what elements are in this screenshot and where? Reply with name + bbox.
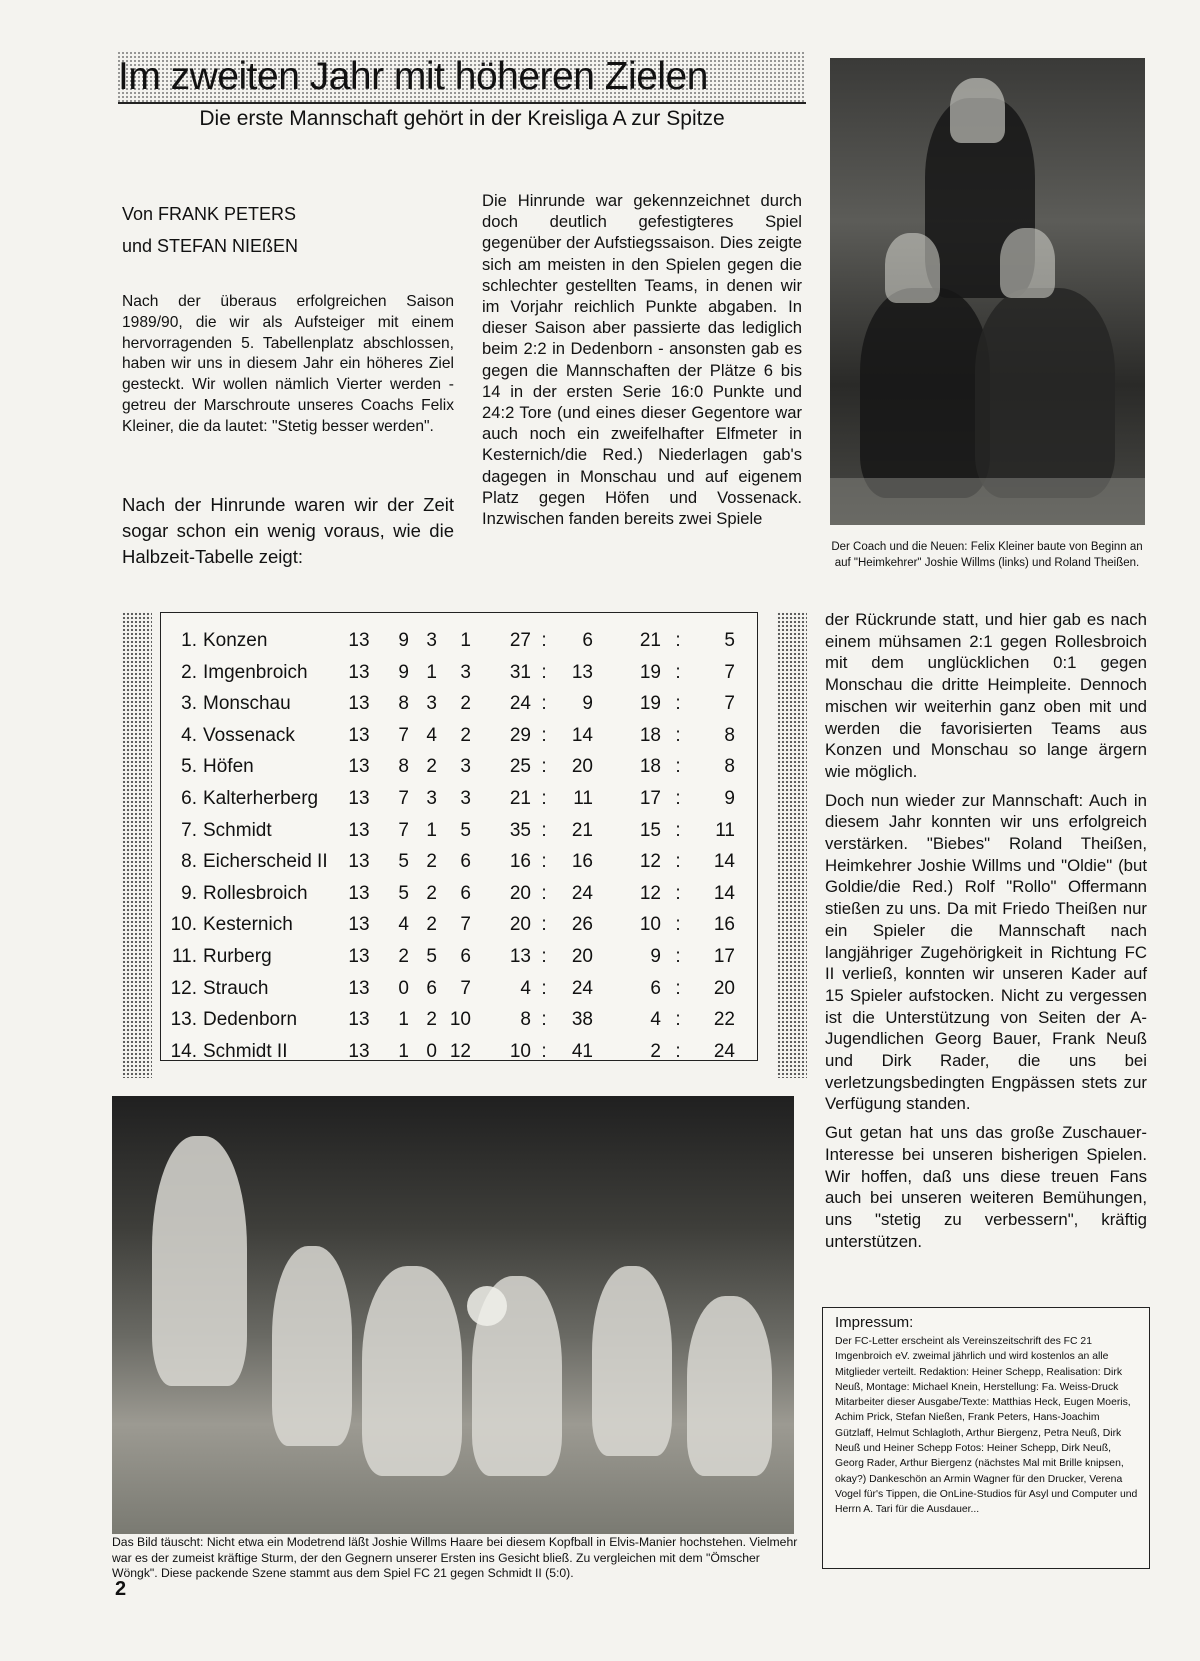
table-cell-games: 13 [348,914,370,936]
table-cell-team: Rurberg [203,946,272,967]
table-cell-rank: 10. [170,914,197,936]
table-cell-l: 5 [460,819,471,841]
table-cell-team: Dedenborn [203,1009,298,1031]
table-cell-pm: 16 [713,914,735,936]
article-paragraph-2: Nach der Hinrunde waren wir der Zeit sogar schon ein wenig voraus, wie die Halbzeit-Tabelle zeigt: [122,494,454,567]
table-cell-l: 2 [460,693,471,715]
page-number: 2 [115,1578,127,1600]
table-cell-games: 13 [348,1009,370,1031]
score-separator: : [675,788,681,809]
table-cell-w: 5 [398,882,409,904]
score-separator: : [541,977,547,999]
photo-top-caption: Der Coach und die Neuen: Felix Kleiner baute von Beginn an auf "Heimkehrer" Joshie Willms (links) und Roland Theißen. [831,541,1143,569]
table-cell-w: 4 [398,914,409,936]
score-separator: : [541,1040,547,1062]
score-separator: : [675,851,681,873]
table-cell-ga: 13 [571,661,593,683]
table-cell-d: 1 [426,661,437,683]
table-cell-pp: 17 [639,788,661,809]
table-cell-ga: 26 [571,914,593,936]
score-separator: : [541,724,547,746]
table-cell-w: 8 [398,693,409,715]
table-cell-gf: 16 [509,851,531,873]
score-separator: : [675,946,681,967]
table-cell-games: 13 [348,819,370,841]
table-cell-d: 1 [426,819,437,841]
table-cell-pm: 17 [713,946,735,967]
table-cell-gf: 31 [509,661,531,683]
table-cell-ga: 9 [582,693,593,715]
table-cell-team: Vossenack [203,724,295,746]
table-cell-pm: 20 [713,977,735,999]
table-cell-l: 6 [460,882,471,904]
table-cell-games: 13 [348,1040,370,1062]
table-cell-rank: 4. [181,724,197,746]
table-cell-d: 2 [426,756,437,778]
table-dots-left [122,612,152,1078]
table-cell-rank: 13. [170,1009,197,1031]
table-cell-pp: 18 [639,724,661,746]
halftime-table [122,612,811,1078]
table-cell-pp: 19 [639,661,661,683]
table-cell-gf: 27 [509,630,531,651]
table-cell-d: 2 [426,851,437,873]
table-cell-games: 13 [348,630,370,651]
score-separator: : [541,788,547,809]
table-cell-team: Strauch [203,977,269,999]
impressum-body: Der FC-Letter erscheint als Vereinszeitschrift des FC 21 Imgenbroich eV. zweimal jährlich und wird kostenlos an alle Mitglieder verteilt. Redaktion: Heiner Schepp, Realisation: Dirk Neuß, Montage: Michael Knein, Herstellung: Fa. Weiss-Druck Mitarbeiter dieser Ausgabe/Texte: Matthias Heck, Eugen Moeris, Achim Prick, Stefan Nießen, Frank Peters, Hans-Joachim Gützlaff, Helmut Schlagloth, Arthur Biergenz, Petra Neuß, Dirk Neuß und Heiner Schepp Fotos: Heiner Schepp, Dirk Neuß, Georg Rader, Arthur Biergenz (nächstes Mal mit Brille knipsen, okay?) Dankeschön an Armin Wagner für den Drucker, Verena Vogel für's Tippen, die OnLine-Studios für Asyl und Computer und Herrn A. Tari für die Ausdauer... [835,1336,1138,1516]
table-cell-gf: 25 [509,756,531,778]
score-separator: : [541,661,547,683]
table-cell-pp: 12 [639,882,661,904]
table-cell-games: 13 [348,851,370,873]
score-separator: : [675,724,681,746]
score-separator: : [541,946,547,967]
table-cell-l: 1 [460,630,471,651]
table-cell-team: Kesternich [203,914,293,936]
table-cell-games: 13 [348,882,370,904]
table-cell-pp: 4 [650,1009,661,1031]
table-dots-right [777,612,807,1078]
table-cell-pp: 15 [639,819,661,841]
table-cell-rank: 3. [181,693,197,715]
table-cell-d: 2 [426,1009,437,1031]
table-cell-team: Konzen [203,630,268,651]
table-row [161,1036,757,1068]
table-cell-games: 13 [348,788,370,809]
table-cell-games: 13 [348,977,370,999]
table-cell-ga: 41 [571,1040,593,1062]
table-row [161,720,757,752]
table-cell-rank: 6. [181,788,197,809]
table-cell-l: 3 [460,788,471,809]
table-cell-team: Schmidt II [203,1040,288,1062]
table-cell-games: 13 [348,946,370,967]
score-separator: : [541,1009,547,1031]
byline [122,198,298,262]
table-cell-pp: 19 [639,693,661,715]
table-cell-w: 1 [398,1009,409,1031]
table-cell-team: Monschau [203,693,291,715]
table-cell-games: 13 [348,724,370,746]
table-cell-pm: 24 [713,1040,735,1062]
score-separator: : [675,1009,681,1031]
score-separator: : [541,819,547,841]
table-row [161,751,757,783]
table-cell-l: 7 [460,914,471,936]
table-cell-gf: 20 [509,882,531,904]
table-cell-rank: 8. [181,851,197,873]
table-cell-w: 9 [398,661,409,683]
score-separator: : [675,882,681,904]
byline-author-2: und STEFAN NIEßEN [122,236,299,256]
table-cell-pm: 22 [713,1009,735,1031]
byline-author-1: Von FRANK PETERS [122,204,297,224]
table-cell-ga: 24 [571,977,593,999]
table-cell-rank: 2. [181,661,197,683]
table-cell-team: Rollesbroich [203,882,308,904]
table-cell-d: 6 [426,977,437,999]
photo-header-scene [112,1096,794,1534]
article-paragraph-1: Nach der überaus erfolgreichen Saison 1989/90, die wir als Aufsteiger mit einem hervorragenden 5. Tabellenplatz abschlossen, haben wir uns in diesem Jahr ein höheres Ziel gesteckt. Wir wollen nämlich Vierter werden - getreu der Marschroute unseres Coachs Felix Kleiner, die da lautet: "Stetig besser werden". [122,293,454,435]
table-cell-pm: 8 [724,756,735,778]
table-cell-ga: 11 [573,788,593,809]
table-cell-d: 2 [426,914,437,936]
table-cell-pm: 8 [724,724,735,746]
table-cell-ga: 20 [571,946,593,967]
table-cell-ga: 16 [571,851,593,873]
table-cell-rank: 14. [170,1040,197,1062]
table-row [161,657,757,689]
table-cell-pp: 21 [639,630,661,651]
table-cell-pp: 10 [639,914,661,936]
table-row [161,909,757,941]
photo-bottom-caption: Das Bild täuscht: Nicht etwa ein Modetrend läßt Joshie Willms Haare bei diesem Kopfball in Elvis-Manier hochstehen. Vielmehr war es der zumeist kräftige Sturm, der den Gegnern unserer Ersten ins Gesicht bließ. Zu vergleichen mit dem "Ömscher Wöngk". Diese packende Szene stammt aus dem Spiel FC 21 gegen Schmidt II (5:0). [112,1535,798,1580]
table-cell-l: 3 [460,756,471,778]
table-cell-ga: 21 [571,819,593,841]
table-cell-w: 9 [398,630,409,651]
table-cell-pp: 18 [639,756,661,778]
table-cell-gf: 21 [509,788,531,809]
score-separator: : [675,693,681,715]
table-cell-l: 2 [460,724,471,746]
table-cell-w: 2 [398,946,409,967]
impressum-box [822,1307,1150,1569]
table-cell-l: 10 [449,1009,471,1031]
table-row [161,973,757,1005]
article-column-3 [825,609,1147,1259]
score-separator: : [541,882,547,904]
score-separator: : [675,819,681,841]
photo-coach-and-new-players [830,58,1145,525]
table-cell-ga: 20 [571,756,593,778]
table-cell-team: Imgenbroich [203,661,308,683]
table-cell-rank: 9. [181,882,197,904]
score-separator: : [675,977,681,999]
score-separator: : [541,851,547,873]
score-separator: : [675,1040,681,1062]
table-cell-l: 3 [460,661,471,683]
table-row [161,941,757,973]
table-cell-l: 6 [460,946,471,967]
table-cell-l: 6 [460,851,471,873]
table-cell-team: Schmidt [203,819,272,841]
score-separator: : [541,756,547,778]
table-cell-rank: 5. [181,756,197,778]
table-row [161,783,757,815]
table-cell-gf: 35 [509,819,531,841]
table-cell-w: 5 [398,851,409,873]
table-cell-pm: 11 [715,819,735,841]
table-cell-w: 7 [398,788,409,809]
table-cell-team: Eicherscheid II [203,851,328,873]
table-cell-gf: 29 [509,724,531,746]
table-cell-gf: 8 [520,1009,531,1031]
table-cell-d: 0 [426,1040,437,1062]
table-cell-w: 0 [398,977,409,999]
table-cell-pp: 12 [639,851,661,873]
score-separator: : [675,661,681,683]
score-separator: : [675,630,681,651]
table-cell-ga: 6 [582,630,593,651]
table-row [161,1004,757,1036]
table-cell-rank: 12. [170,977,197,999]
table-cell-ga: 14 [571,724,593,746]
table-cell-gf: 4 [520,977,531,999]
score-separator: : [675,756,681,778]
table-cell-gf: 24 [509,693,531,715]
table-row [161,688,757,720]
table-cell-l: 7 [460,977,471,999]
table-cell-pm: 14 [713,882,735,904]
table-cell-ga: 38 [571,1009,593,1031]
table-box [160,612,758,1061]
table-row [161,846,757,878]
table-cell-gf: 10 [509,1040,531,1062]
table-cell-d: 4 [426,724,437,746]
table-cell-games: 13 [348,756,370,778]
article-paragraph-5: Doch nun wieder zur Mannschaft: Auch in diesem Jahr konnten wir uns erfolgreich verstärken. "Biebes" Roland Theißen, Heimkehrer Joshie Willms und "Oldie" (but Goldie/die Red.) Rolf "Rollo" Offermann stießen zu uns. Da mit Friedo Theißen nur ein Spieler die Mannschaft nach langjähriger Zugehörigkeit in Richtung FC II verließ, konnten wir unseren Kader auf 15 Spieler aufstocken. Nicht zu vergessen ist die Unterstützung von Seiten der A-Jugendlichen Georg Bauer, Frank Neuß und Dirk Rader, die uns bei verletzungsbedingten Engpässen stets zur Verfügung standen. [825,790,1147,1114]
table-cell-pp: 6 [650,977,661,999]
score-separator: : [541,914,547,936]
table-cell-pp: 2 [650,1040,661,1062]
table-cell-d: 3 [426,630,437,651]
table-cell-team: Höfen [203,756,254,778]
table-cell-rank: 11. [171,946,197,967]
table-cell-games: 13 [348,661,370,683]
table-cell-pp: 9 [650,946,661,967]
article-paragraph-3: Die Hinrunde war gekennzeichnet durch doch deutlich gefestigteres Spiel gegenüber der Aufstiegssaison. Dies zeigte sich am meisten in den Spielen gegen die schlechter gestellten Teams, in denen wir im Vorjahr reichlich Punkte abgaben. In dieser Saison aber passierte das lediglich beim 2:2 in Dedenborn - ansonsten gab es gegen die Mannschaften der Plätze 6 bis 14 in der ersten Serie 16:0 Punkte und 24:2 Tore (und eines dieser Gegentore war auch noch ein zweifelhafter Elfmeter in Kesternich/die Red.) Niederlagen gab's dagegen in Monschau und auf eigenem Platz gegen Höfen und Vossenack. Inzwischen fanden bereits zwei Spiele [482,191,802,529]
article-subheadline: Die erste Mannschaft gehört in der Kreisliga A zur Spitze [199,107,725,130]
table-cell-pm: 9 [724,788,735,809]
article-headline: Im zweiten Jahr mit höheren Zielen [118,52,806,104]
table-cell-w: 7 [398,724,409,746]
table-cell-l: 12 [449,1040,471,1062]
impressum-heading: Impressum: [835,1314,914,1331]
table-cell-rank: 7. [181,819,197,841]
table-cell-d: 2 [426,882,437,904]
table-cell-pm: 7 [724,693,735,715]
table-row [161,625,757,657]
table-cell-team: Kalterherberg [203,788,319,809]
article-paragraph-6: Gut getan hat uns das große Zuschauer-Interesse bei unseren bisherigen Spielen. Wir hoffen, daß uns diese treuen Fans auch bei unseren weiteren Bemühungen, uns "stetig zu verbessern", kräftig unterstützen. [825,1123,1147,1251]
table-cell-pm: 5 [724,630,735,651]
table-cell-rank: 1. [181,630,197,651]
table-cell-gf: 13 [509,946,531,967]
table-cell-d: 5 [426,946,437,967]
table-cell-gf: 20 [509,914,531,936]
table-cell-games: 13 [348,693,370,715]
score-separator: : [541,693,547,715]
table-row [161,878,757,910]
table-cell-d: 3 [426,788,437,809]
table-cell-w: 7 [398,819,409,841]
table-cell-pm: 14 [713,851,735,873]
score-separator: : [541,630,547,651]
table-cell-ga: 24 [571,882,593,904]
table-cell-pm: 7 [724,661,735,683]
table-row [161,815,757,847]
table-cell-d: 3 [426,693,437,715]
score-separator: : [675,914,681,936]
table-cell-w: 8 [398,756,409,778]
article-paragraph-4: der Rückrunde statt, und hier gab es nach einem mühsamen 2:1 gegen Rollesbroich mit dem unglücklichen 0:1 gegen Monschau die dritte Heimpleite. Dennoch mischen wir weiterhin ganz oben mit und werden die favorisierten Teams aus Konzen und Monschau so lange ärgern wie möglich. [825,610,1147,781]
table-cell-w: 1 [398,1040,409,1062]
